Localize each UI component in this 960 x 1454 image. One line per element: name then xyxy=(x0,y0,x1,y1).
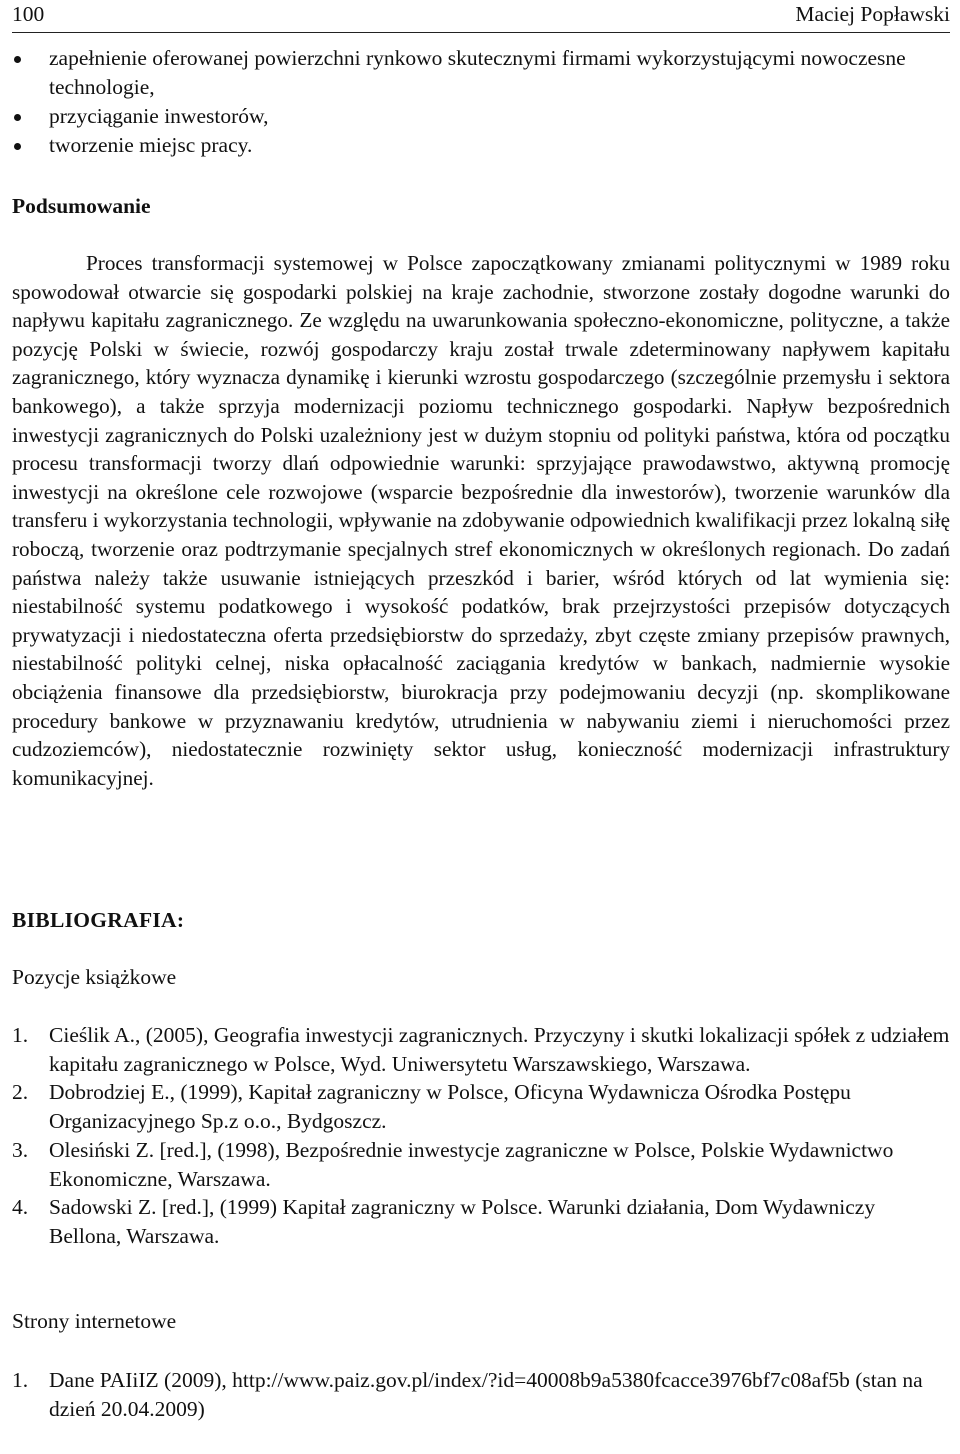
web-reference-list xyxy=(12,1366,950,1423)
book-reference-list xyxy=(12,1021,950,1251)
reference-text: Dane PAIiIZ (2009), http://www.paiz.gov.pl/index/?id=40008b9a5380fcacce3976bf7c08af5b (stan na dzień 20.04.2009) xyxy=(49,1368,923,1421)
reference-number: 1. xyxy=(12,1368,29,1392)
reference-item xyxy=(12,1021,950,1078)
reference-item xyxy=(12,1193,950,1250)
reference-text: Sadowski Z. [red.], (1999) Kapitał zagraniczny w Polsce. Warunki działania, Dom Wydawniczy Bellona, Warszawa. xyxy=(49,1195,876,1248)
reference-number: 2. xyxy=(12,1080,29,1105)
page-header xyxy=(12,2,950,33)
reference-text: Cieślik A., (2005), Geografia inwestycji zagranicznych. Przyczyny i skutki lokalizacji spółek z udziałem kapitału zagranicznego w Polsce, Wyd. Uniwersytetu Warszawskiego, Warszawa. xyxy=(49,1023,950,1076)
books-subheading: Pozycje książkowe xyxy=(12,965,177,989)
running-head-author: Maciej Popławski xyxy=(795,2,950,26)
section-heading-summary: Podsumowanie xyxy=(12,194,151,218)
bullet-list xyxy=(12,44,950,160)
reference-number: 4. xyxy=(12,1195,29,1220)
bullet-item: tworzenie miejsc pracy. xyxy=(12,131,950,160)
web-subheading: Strony internetowe xyxy=(12,1309,177,1333)
bibliography-heading: BIBLIOGRAFIA: xyxy=(12,908,185,932)
reference-item xyxy=(12,1366,950,1423)
reference-text: Olesiński Z. [red.], (1998), Bezpośrednie inwestycje zagraniczne w Polsce, Polskie Wydawnictwo Ekonomiczne, Warszawa. xyxy=(49,1137,894,1191)
reference-text: Dobrodziej E., (1999), Kapitał zagraniczny w Polsce, Oficyna Wydawnicza Ośrodka Postępu Organizacyjnego Sp.z o.o., Bydgoszcz. xyxy=(49,1080,851,1134)
reference-item xyxy=(12,1136,950,1193)
bullet-item: przyciąganie inwestorów, xyxy=(12,102,950,131)
reference-item xyxy=(12,1078,950,1135)
reference-number: 1. xyxy=(12,1023,29,1047)
reference-number: 3. xyxy=(12,1137,29,1162)
page-number: 100 xyxy=(12,2,45,26)
bullet-item: zapełnienie oferowanej powierzchni rynkowo skutecznymi firmami wykorzystującymi nowoczesne technologie, xyxy=(12,44,950,102)
summary-paragraph: Proces transformacji systemowej w Polsce zapoczątkowany zmianami politycznymi w 1989 roku spowodował otwarcie się gospodarki polskiej na kraje zachodnie, stworzone zostały dogodne warunki do napływu kapitału zagranicznego. Ze względu na uwarunkowania społeczno-ekonomiczne, polityczne, a także pozycję Polski w świecie, rozwój gospodarczy kraju został trwale zdeterminowany napływem kapitału zagranicznego, który wyznacza dynamikę i kierunki wzrostu gospodarczego (szczególnie przemysłu i sektora bankowego), a także sprzyja modernizacji poziomu technicznego gospodarki. Napływ bezpośrednich inwestycji zagranicznych do Polski uzależniony jest w dużym stopniu od polityki państwa, która od początku procesu transformacji tworzy dlań odpowiednie warunki: sprzyjające prawodawstwo, aktywną promocję inwestycji na określone cele rozwojowe (wsparcie bezpośrednie dla inwestorów), tworzenie warunków dla transferu i wykorzystania technologii, wpływanie na zdobywanie odpowiednich kwalifikacji przez lokalną siłę roboczą, tworzenie oraz podtrzymanie specjalnych stref ekonomicznych w określonych regionach. Do zadań państwa należy także usuwanie istniejących przeszkód i barier, wśród których od lat wymienia się: niestabilność systemu podatkowego i wysokość podatków, brak przejrzystości przepisów dotyczących prywatyzacji i niedostateczna oferta przedsiębiorstw do sprzedaży, zbyt częste zmiany przepisów prawnych, niestabilność polityki celnej, niska opłacalność zaciągania kredytów w bankach, nadmiernie wysokie obciążenia finansowe dla przedsiębiorstw, biurokracja przy podejmowaniu decyzji (np. skomplikowane procedury bankowe w przyznawaniu kredytów, utrudnienia w nabywaniu ziemi i nieruchomości przez cudzoziemców), niedostatecznie rozwinięty sektor usług, konieczność modernizacji infrastruktury komunikacyjnej. xyxy=(12,251,950,790)
